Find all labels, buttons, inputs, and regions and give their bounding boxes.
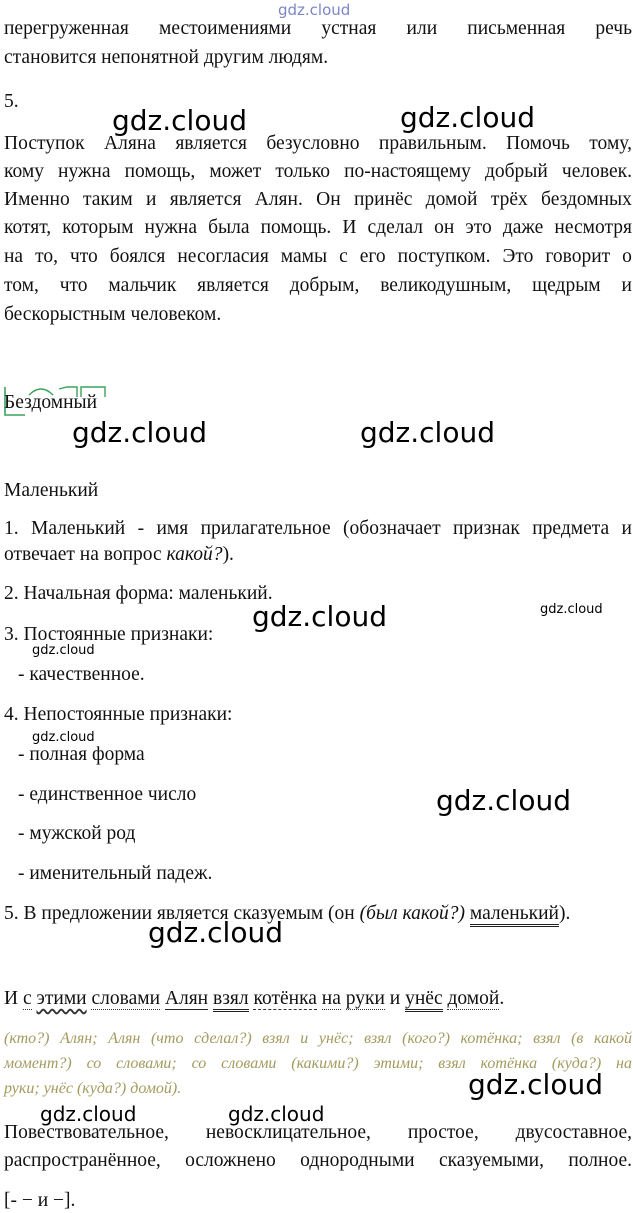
word: письменная [467,18,566,39]
sentence-word: И [4,988,19,1009]
analysis-item-2: 2. Начальная форма: маленький. [4,583,273,604]
word: 1. [4,518,19,539]
word: была [208,217,250,238]
word: помощь. [260,217,332,238]
word: (какими?) [291,1055,359,1072]
analysis-item-5-question: (был какой?) [359,903,466,924]
word: о [622,246,632,267]
word: взял [533,1030,561,1047]
word: таким [83,189,133,210]
word: словами [221,1055,277,1072]
word: этими; [373,1055,424,1072]
word: со [86,1055,102,1072]
word: унёс; [318,1030,354,1047]
word: какой [593,1030,632,1047]
analysis-item-4: 4. Непостоянные признаки: [4,704,233,725]
watermark: gdz.cloud [72,416,207,449]
word: и [621,275,632,296]
word: Алян. [254,189,303,210]
sentence-scheme: [- − и −]. [4,1190,76,1211]
analysis-item-1-text: отвечает на вопрос [4,544,167,565]
sentence-predicate: унёс [405,988,443,1012]
word: говорит [545,246,611,267]
analysis-item-4-sub-4: - именительный падеж. [18,863,213,884]
analysis-item-4-sub-1: - полная форма [18,744,145,765]
word: принёс [353,189,413,210]
word: Именно [4,189,70,210]
analysis-item-1-question: какой? [166,544,223,565]
watermark: gdz.cloud [32,643,95,658]
word: мальчик [108,275,177,296]
word: Алян [108,1030,141,1047]
word: правильным. [378,133,487,154]
word: (в [571,1030,584,1047]
word: котёнка [480,1055,538,1072]
watermark: gdz.cloud [360,416,495,449]
word: котёнка; [460,1030,523,1047]
word: - [137,518,145,539]
word: сказуемыми, [438,1150,544,1171]
word: является [175,133,247,154]
word: по-настоящему [344,161,471,182]
sentence-word: котёнка [253,988,317,1009]
word: (обозначает [343,518,441,539]
word: Маленький [31,518,126,539]
word: добрый [484,161,548,182]
word: человек. [561,161,632,182]
watermark: gdz.cloud [436,784,571,817]
sentence-predicate: взял [213,988,249,1012]
word: и [300,1030,309,1047]
sentence-word: словами [91,988,161,1009]
sentence-end: . [499,988,505,1009]
word: мамы [280,246,328,267]
watermark: gdz.cloud [112,104,247,137]
word: взял [364,1030,392,1047]
word: он [434,217,455,238]
word: однородными [300,1150,415,1171]
analysis-item-3: 3. Постоянные признаки: [4,624,214,645]
analysis-item-1-end: ). [222,544,234,565]
analysis-item-5 [4,903,570,925]
word: трёх [490,189,528,210]
word: то, [35,246,58,267]
word: кому [4,161,44,182]
word: несмотря [554,217,632,238]
analysis-item-1-line-1 [4,518,632,540]
word-bezdomny: Бездомный [4,392,98,413]
word: том, [4,275,39,296]
parsed-sentence [4,988,504,1010]
word: помощь, [124,161,196,182]
watermark: gdz.cloud [468,1068,603,1101]
word: двусоставное, [515,1122,632,1143]
word: устная [321,18,377,39]
word: (кто?) [4,1030,50,1047]
sentence-subject: Алян [164,988,209,1009]
word-malenky: Маленький [4,480,99,501]
word: взял [262,1030,290,1047]
word: (куда?) [551,1055,602,1072]
word: Это [502,246,534,267]
word: со [191,1055,207,1072]
word: невосклицательное, [205,1122,371,1143]
paragraph-5-line-2 [4,161,632,183]
sentence-word: руки [345,988,385,1009]
word: распространённое, [4,1150,161,1171]
analysis-item-5-end: ). [558,903,571,924]
word: Помочь [506,133,570,154]
word: несогласия [177,246,269,267]
word: И [342,217,357,238]
analysis-item-5-word: маленький [470,903,559,927]
word: добрым, [289,275,360,296]
word: нужна [58,161,111,182]
word: великодушным, [380,275,512,296]
word: которым [62,217,134,238]
word: прилагательное [200,518,331,539]
analysis-item-3-sub: - качественное. [18,664,145,685]
paragraph-top-line-2: становится непонятной другим людям. [4,47,329,68]
word: нужна [144,217,197,238]
word: щедрым [532,275,601,296]
word: простое, [407,1122,479,1143]
word: только [275,161,331,182]
paragraph-5-line-4 [4,217,632,239]
word: имя [156,518,189,539]
questions-line-3: руки; унёс (куда?) домой). [4,1080,182,1097]
watermark: gdz.cloud [540,602,603,617]
watermark: gdz.cloud [252,600,387,633]
word: бездомных [541,189,632,210]
word: даже [502,217,544,238]
word: является [169,189,242,210]
word: сделал [367,217,424,238]
paragraph-5-line-7: бескорыстным человеком. [4,304,222,325]
analysis-item-4-sub-2: - единственное число [18,784,197,805]
section-number-5: 5. [4,91,19,112]
word: и [146,189,157,210]
watermark: gdz.cloud [400,101,535,134]
word: является [197,275,269,296]
word: сделал?) [194,1030,252,1047]
sentence-word: на [321,988,341,1009]
word: речь [595,18,632,39]
word: что [69,246,98,267]
watermark: gdz.cloud [148,916,283,949]
word: его [359,246,386,267]
word: Аляна [104,133,156,154]
analysis-item-4-sub-3: - мужской род [18,823,136,844]
word: Он [316,189,341,210]
word: и [621,518,632,539]
word: (кого?) [402,1030,450,1047]
watermark-top: gdz.cloud [278,1,351,19]
sentence-word: этими [36,988,87,1009]
word: полное. [568,1150,632,1171]
word: котят, [4,217,52,238]
characteristics-line-1 [4,1122,632,1144]
word: признак [452,518,520,539]
watermark: gdz.cloud [32,730,95,745]
word: может [209,161,262,182]
paragraph-5-line-5 [4,246,632,268]
word: взял [438,1055,466,1072]
paragraph-top-line-1 [4,18,632,40]
word: на [616,1055,632,1072]
word: словами; [116,1055,177,1072]
paragraph-5-line-3 [4,189,632,211]
word: или [406,18,438,39]
word: поступком. [397,246,491,267]
characteristics-line-2 [4,1150,632,1172]
watermark: gdz.cloud [40,1102,137,1126]
sentence-word: и [389,988,401,1009]
word: безусловно [266,133,360,154]
sentence-word: с [22,988,32,1009]
word: Повествовательное, [4,1122,169,1143]
word: тому, [589,133,632,154]
paragraph-5-line-1 [4,133,632,155]
word: момент?) [4,1055,72,1072]
word: домой [425,189,478,210]
word: перегруженная [4,18,129,39]
word: осложнено [185,1150,276,1171]
word: это [465,217,492,238]
questions-line-1 [4,1030,632,1048]
word: Поступок [4,133,85,154]
word: Алян; [60,1030,98,1047]
paragraph-5-line-6 [4,275,632,297]
watermark: gdz.cloud [228,1102,325,1126]
word: с [339,246,348,267]
word: (что [150,1030,184,1047]
word: боялся [109,246,166,267]
word: что [59,275,88,296]
word: на [4,246,24,267]
word: предмета [532,518,610,539]
word: местоимениями [159,18,292,39]
analysis-item-1-line-2 [4,544,234,566]
analysis-item-5-text: 5. В предложении является сказуемым (он [4,903,360,924]
sentence-word: домой [447,988,500,1009]
